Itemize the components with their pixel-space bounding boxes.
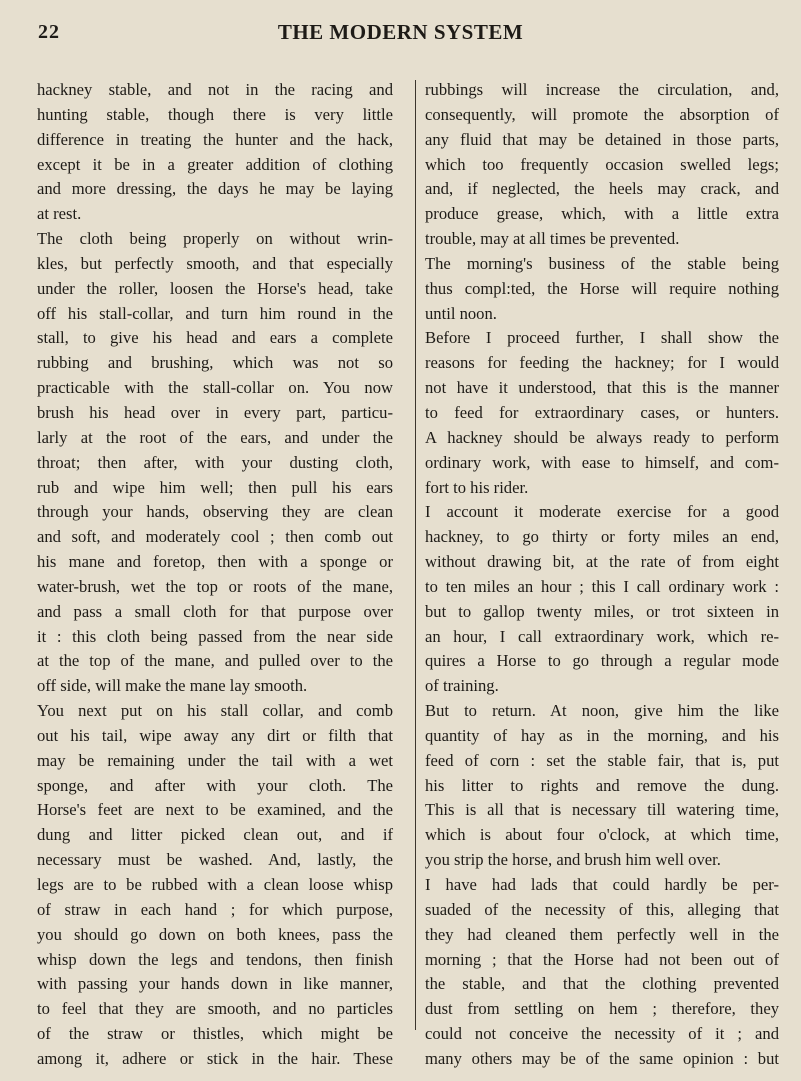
text-line: whisp down the legs and tendons, then finish	[37, 949, 393, 969]
text-line: of training.	[425, 676, 499, 696]
text-line: rubbing and brushing, which was not so	[37, 353, 393, 373]
text-line: except it be in a greater addition of clothing	[37, 154, 393, 174]
text-line: practicable with the stall-collar on. You now	[37, 378, 393, 398]
column-divider	[415, 80, 416, 1030]
text-line: brush his head over in every part, particu-	[37, 402, 393, 422]
text-line: rub and wipe him well; then pull his ears	[37, 477, 393, 497]
text-line: suaded of the necessity of this, alleging that	[425, 899, 779, 919]
text-line: larly at the root of the ears, and under the	[37, 427, 393, 447]
text-line: you should go down on both knees, pass the	[37, 924, 393, 944]
text-line: they had cleaned them perfectly well in the	[425, 924, 779, 944]
text-line: difference in treating the hunter and the hack,	[37, 129, 393, 149]
text-line: hunting stable, though there is very little	[37, 104, 393, 124]
text-line: with passing your hands down in like manner,	[37, 974, 393, 994]
text-line: at rest.	[37, 204, 82, 224]
text-line: dung and litter picked clean out, and if	[37, 825, 393, 845]
text-line: without drawing bit, at the rate of from eight	[425, 552, 779, 572]
text-line: I account it moderate exercise for a good	[425, 502, 779, 522]
text-line: feed of corn : set the stable fair, that is, put	[425, 750, 779, 770]
text-line: legs are to be rubbed with a clean loose whisp	[37, 875, 393, 894]
text-line: of straw in each hand ; for which purpose,	[37, 899, 393, 919]
text-line: off side, will make the mane lay smooth.	[37, 676, 308, 696]
text-line: under the roller, loosen the Horse's head, take	[37, 278, 393, 298]
text-line: hackney, to go thirty or forty miles an end,	[425, 527, 779, 547]
text-line: to feed for extraordinary cases, or hunters.	[425, 402, 779, 422]
text-line: and more dressing, the days he may be laying	[37, 179, 393, 199]
right-column	[425, 78, 779, 1072]
text-line: fort to his rider.	[425, 477, 529, 497]
text-line: which too frequently occasion swelled legs;	[425, 154, 779, 174]
text-line: until noon.	[425, 303, 497, 323]
text-line: an hour, I call extraordinary work, which re-	[425, 626, 779, 646]
text-line: and soft, and moderately cool ; then comb out	[37, 527, 393, 547]
text-line: through your hands, observing they are clean	[37, 502, 393, 522]
text-line: you strip the horse, and brush him well over.	[425, 850, 721, 870]
text-line: of the straw or thistles, which might be	[37, 1024, 393, 1044]
text-line: You next put on his stall collar, and comb	[37, 701, 393, 721]
text-line: throat; then after, with your dusting cloth,	[37, 452, 393, 472]
text-line: thus compl:ted, the Horse will require nothing	[425, 278, 779, 298]
page-number: 22	[38, 21, 60, 43]
text-line: may be remaining under the tail with a wet	[37, 750, 393, 770]
text-line: But to return. At noon, give him the like	[425, 701, 779, 721]
text-line: any fluid that may be detained in those parts,	[425, 129, 779, 149]
text-line: hackney stable, and not in the racing and	[37, 80, 393, 99]
text-line: Horse's feet are next to be examined, and the	[37, 800, 393, 820]
text-line: to ten miles an hour ; this I call ordinary work :	[425, 576, 779, 596]
text-line: morning ; that the Horse had not been out of	[425, 949, 779, 969]
text-line: reasons for feeding the hackney; for I would	[425, 353, 779, 373]
text-line: not have it understood, that this is the manner	[425, 378, 779, 398]
text-line: water-brush, wet the top or roots of the mane,	[37, 576, 393, 596]
text-line: quires a Horse to go through a regular mode	[425, 651, 779, 671]
text-line: and, if neglected, the heels may crack, and	[425, 179, 779, 199]
text-line: it : this cloth being passed from the near side	[37, 626, 393, 646]
text-line: and pass a small cloth for that purpose over	[37, 601, 393, 621]
text-line: to feel that they are smooth, and no particles	[37, 999, 393, 1019]
text-line: stall, to give his head and ears a complete	[37, 328, 393, 348]
running-head: THE MODERN SYSTEM	[277, 20, 524, 44]
text-line: which is about four o'clock, at which time,	[425, 825, 779, 845]
text-line: produce grease, which, with a little extra	[425, 204, 779, 224]
left-column	[37, 78, 393, 1072]
text-line: necessary must be washed. And, lastly, the	[37, 850, 393, 870]
text-line: quantity of hay as in the morning, and his	[425, 725, 779, 745]
text-line: This is all that is necessary till watering time,	[425, 800, 779, 820]
text-line: among it, adhere or stick in the hair. These	[37, 1048, 393, 1068]
text-line: The morning's business of the stable being	[425, 253, 779, 273]
text-line: trouble, may at all times be prevented.	[425, 229, 680, 249]
text-line: off his stall-collar, and turn him round in the	[37, 303, 393, 323]
text-line: The cloth being properly on without wrin-	[37, 229, 393, 249]
text-line: I have had lads that could hardly be per-	[425, 875, 779, 894]
text-line: his litter to rights and remove the dung.	[425, 775, 779, 795]
text-line: A hackney should be always ready to perform	[425, 427, 779, 447]
text-line: rubbings will increase the circulation, and,	[425, 80, 779, 99]
text-line: at the top of the mane, and pulled over to the	[37, 651, 393, 671]
text-line: Before I proceed further, I shall show the	[425, 328, 779, 348]
text-line: kles, but perfectly smooth, and that especially	[37, 253, 393, 273]
text-line: could not conceive the necessity of it ; and	[425, 1024, 779, 1044]
text-line: dust from settling on hem ; therefore, they	[425, 999, 779, 1019]
text-line: the stable, and that the clothing prevented	[425, 974, 779, 994]
text-line: sponge, and after with your cloth. The	[37, 775, 393, 795]
text-line: many others may be of the same opinion : but	[425, 1048, 779, 1068]
text-line: out his tail, wipe away any dirt or filth that	[37, 725, 393, 745]
text-line: but to gallop twenty miles, or trot sixteen in	[425, 601, 779, 621]
text-line: his mane and foretop, then with a sponge or	[37, 552, 393, 572]
text-line: ordinary work, with ease to himself, and com-	[425, 452, 779, 472]
text-line: consequently, will promote the absorption of	[425, 104, 779, 124]
